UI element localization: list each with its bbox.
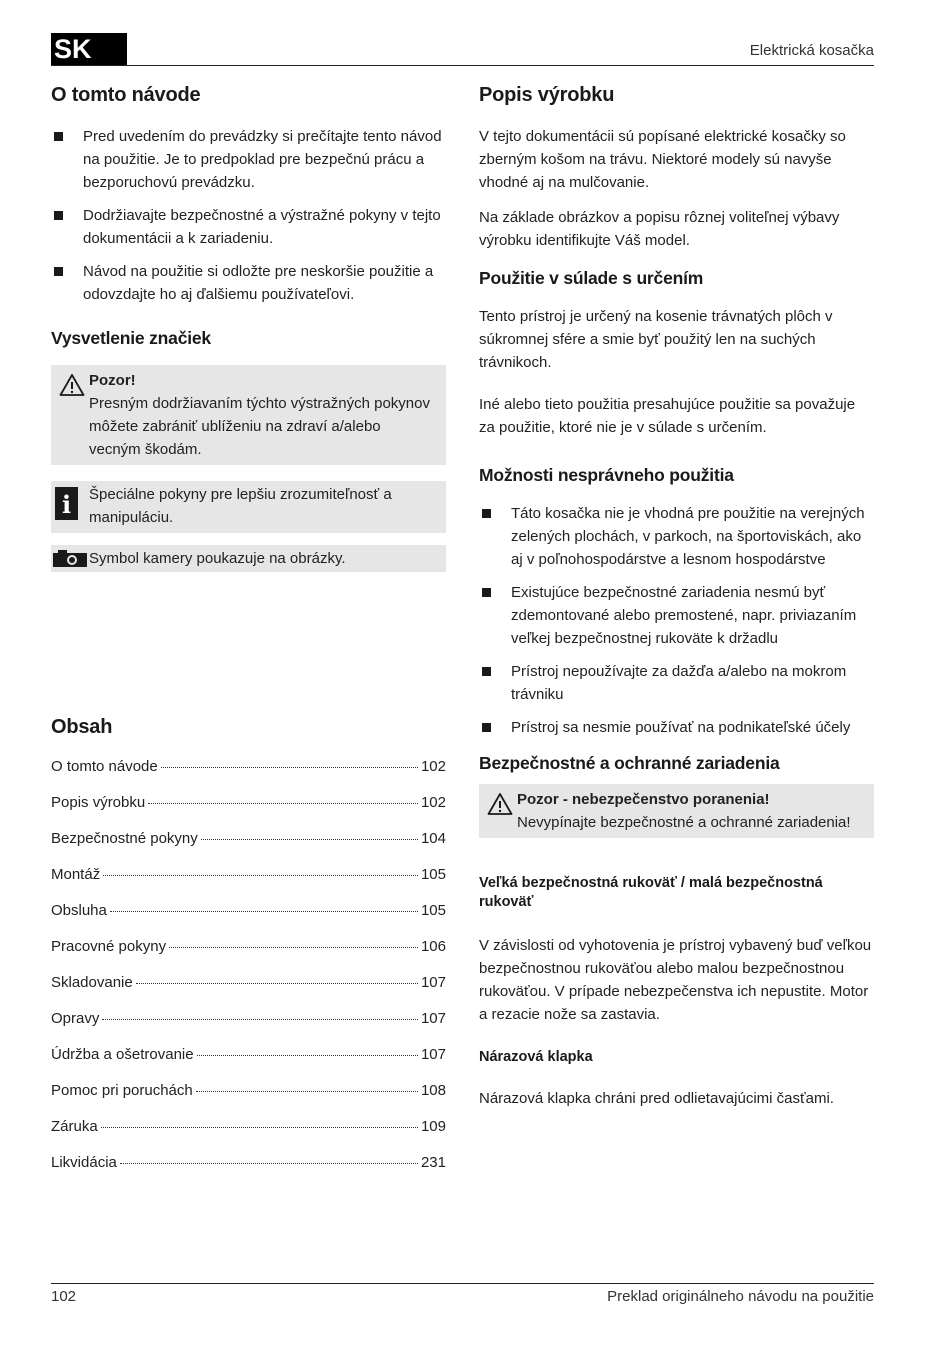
symbols-heading: Vysvetlenie značiek <box>51 328 211 348</box>
toc-item[interactable]: Montáž 105 <box>51 866 446 883</box>
toc-item[interactable]: Údržba a ošetrovanie 107 <box>51 1046 446 1063</box>
about-heading: O tomto návode <box>51 84 201 106</box>
toc-item[interactable]: Popis výrobku 102 <box>51 794 446 811</box>
product-paragraph-1: V tejto dokumentácii sú popísané elektrické kosačky so zberným košom na trávu. Niektoré modely sú navyše vhodné aj na mulčovanie. <box>479 128 846 191</box>
toc-item[interactable]: Pracovné pokyny 106 <box>51 938 446 955</box>
product-heading: Popis výrobku <box>479 84 615 106</box>
warning-triangle-icon <box>59 373 85 397</box>
header-divider <box>51 65 874 66</box>
toc-item[interactable]: O tomto návode 102 <box>51 758 446 775</box>
intended-use-heading: Použitie v súlade s určením <box>479 268 704 288</box>
document-title: Elektrická kosačka <box>749 42 874 59</box>
toc-item[interactable]: Záruka 109 <box>51 1118 446 1135</box>
toc-heading: Obsah <box>51 716 113 738</box>
right-column <box>479 80 874 1110</box>
list-item: Prístroj nepoužívajte za dažďa a/alebo na mokrom trávniku <box>479 660 874 706</box>
table-of-contents <box>51 755 446 1174</box>
list-item: Dodržiavajte bezpečnostné a výstražné pokyny v tejto dokumentácii a k zariadeniu. <box>51 204 446 250</box>
toc-item[interactable]: Opravy 107 <box>51 1010 446 1027</box>
camera-icon <box>53 550 87 567</box>
handle-heading: Veľká bezpečnostná rukoväť / malá bezpečnostná rukoväť <box>479 875 823 910</box>
handle-paragraph: V závislosti od vyhotovenia je prístroj vybavený buď veľkou bezpečnostnou rukoväťou alebo malou bezpečnostnou rukoväťou. V prípade nebezpečenstva ich nepustite. Motor a rezacie nože sa zastavia. <box>479 937 872 1023</box>
camera-text: Symbol kamery poukazuje na obrázky. <box>89 550 346 567</box>
misuse-list <box>479 502 874 739</box>
intended-use-paragraph-1: Tento prístroj je určený na kosenie trávnatých plôch v súkromnej sfére a smie byť použitý len na suchých trávnikoch. <box>479 308 833 371</box>
toc-item[interactable]: Obsluha 105 <box>51 902 446 919</box>
safety-warning-title: Pozor - nebezpečenstvo poranenia! <box>517 791 770 808</box>
list-item: Prístroj sa nesmie používať na podnikateľské účely <box>479 716 874 739</box>
info-text: Špeciálne pokyny pre lepšiu zrozumiteľnosť a manipuláciu. <box>89 486 392 526</box>
toc-item[interactable]: Pomoc pri poruchách 108 <box>51 1082 446 1099</box>
safety-heading: Bezpečnostné a ochranné zariadenia <box>479 753 780 773</box>
info-icon: i <box>55 487 78 520</box>
language-badge: SK <box>51 33 127 66</box>
misuse-heading: Možnosti nesprávneho použitia <box>479 465 734 485</box>
toc-item[interactable]: Skladovanie 107 <box>51 974 446 991</box>
camera-symbol-box <box>51 545 446 572</box>
flap-paragraph: Nárazová klapka chráni pred odlietavajúcimi časťami. <box>479 1090 834 1107</box>
flap-heading: Nárazová klapka <box>479 1049 593 1065</box>
toc-item[interactable]: Bezpečnostné pokyny 104 <box>51 830 446 847</box>
warning-symbol-box <box>51 365 446 465</box>
intended-use-paragraph-2: Iné alebo tieto použitia presahujúce použitie sa považuje za použitie, ktoré nie je v súlade s určením. <box>479 396 856 436</box>
warning-triangle-icon <box>487 792 513 816</box>
warning-title: Pozor! <box>89 372 136 389</box>
list-item: Návod na použitie si odložte pre neskoršie použitie a odovzdajte ho aj ďalšiemu používateľovi. <box>51 260 446 306</box>
footer-divider <box>51 1283 874 1284</box>
safety-warning-box <box>479 784 874 838</box>
info-symbol-box <box>51 481 446 533</box>
safety-warning-text: Nevypínajte bezpečnostné a ochranné zariadenia! <box>517 814 851 831</box>
toc-item[interactable]: Likvidácia 231 <box>51 1154 446 1171</box>
left-column <box>51 80 446 1187</box>
list-item: Pred uvedením do prevádzky si prečítajte tento návod na použitie. Je to predpoklad pre bezpečnú prácu a bezporuchovú prevádzku. <box>51 125 446 194</box>
list-item: Existujúce bezpečnostné zariadenia nesmú byť zdemontované alebo premostené, napr. priviazaním veľkej bezpečnostnej rukoväte k držadlu <box>479 581 874 650</box>
footer-text: Preklad originálneho návodu na použitie <box>607 1288 874 1305</box>
about-list <box>51 125 446 306</box>
product-paragraph-2: Na základe obrázkov a popisu rôznej voliteľnej výbavy výrobku identifikujte Váš model. <box>479 209 840 249</box>
page-number: 102 <box>51 1288 77 1305</box>
warning-text: Presným dodržiavaním týchto výstražných pokynov môžete zabrániť ublíženiu na zdraví a/alebo vecným škodám. <box>89 395 430 458</box>
list-item: Táto kosačka nie je vhodná pre použitie na verejných zelených plochách, v parkoch, na športoviskách, ako aj v poľnohospodárstve a lesnom hospodárstve <box>479 502 874 571</box>
